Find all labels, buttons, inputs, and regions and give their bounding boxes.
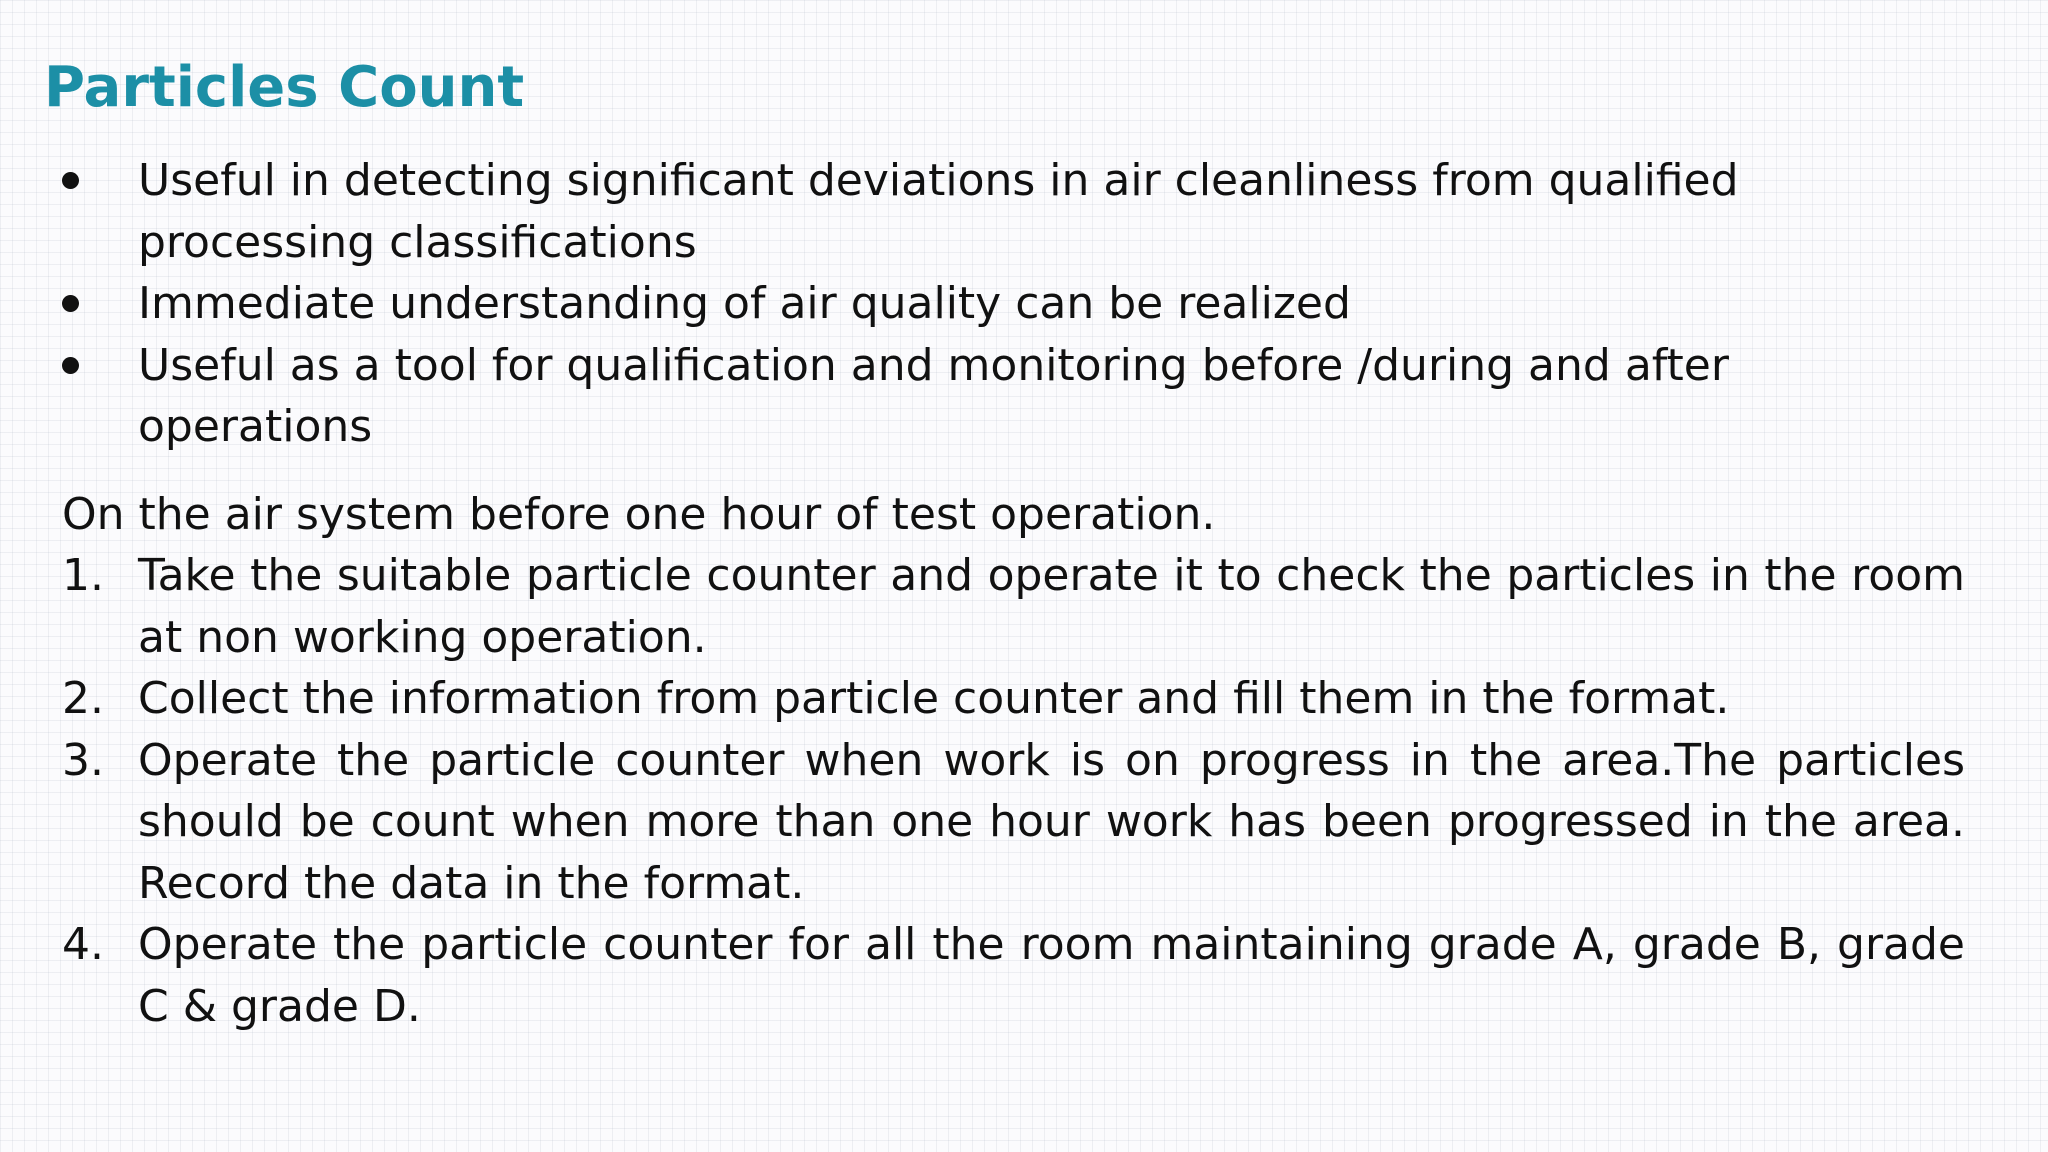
step-number: 2. [62, 673, 104, 724]
bullet-text: Useful as a tool for qualification and monitoring before /during and after operations [138, 339, 1729, 452]
bullet-dot-icon [62, 357, 79, 374]
bullet-text: Useful in detecting significant deviations in air cleanliness from qualified processing classifications [138, 155, 1739, 268]
intro-text: On the air system before one hour of test operation. [62, 489, 1216, 540]
step-item [0, 730, 2048, 915]
step-item [0, 914, 2048, 1037]
step-text: Operate the particle counter when work is on progress in the area.The particles should be count when more than one hour work has been progressed in the area. Record the data in the format. [138, 734, 1965, 909]
bullet-list [0, 150, 2048, 458]
bullet-item [0, 335, 1800, 458]
bullet-dot-icon [62, 172, 79, 189]
bullet-item [0, 273, 1800, 335]
step-text: Take the suitable particle counter and operate it to check the particles in the room at non working operation. [138, 550, 1965, 663]
step-text: Collect the information from particle counter and fill them in the format. [138, 673, 1730, 724]
bullet-dot-icon [62, 295, 79, 312]
step-list [0, 545, 2048, 1037]
step-text: Operate the particle counter for all the room maintaining grade A, grade B, grade C & grade D. [138, 919, 1965, 1032]
bullet-text: Immediate understanding of air quality can be realized [138, 278, 1351, 329]
bullet-item [0, 150, 1800, 273]
slide-title: Particles Count [44, 55, 525, 120]
step-number: 1. [62, 550, 104, 601]
step-item [0, 668, 2048, 730]
step-number: 3. [62, 734, 104, 786]
step-number: 4. [62, 919, 104, 970]
step-item [0, 545, 2048, 668]
